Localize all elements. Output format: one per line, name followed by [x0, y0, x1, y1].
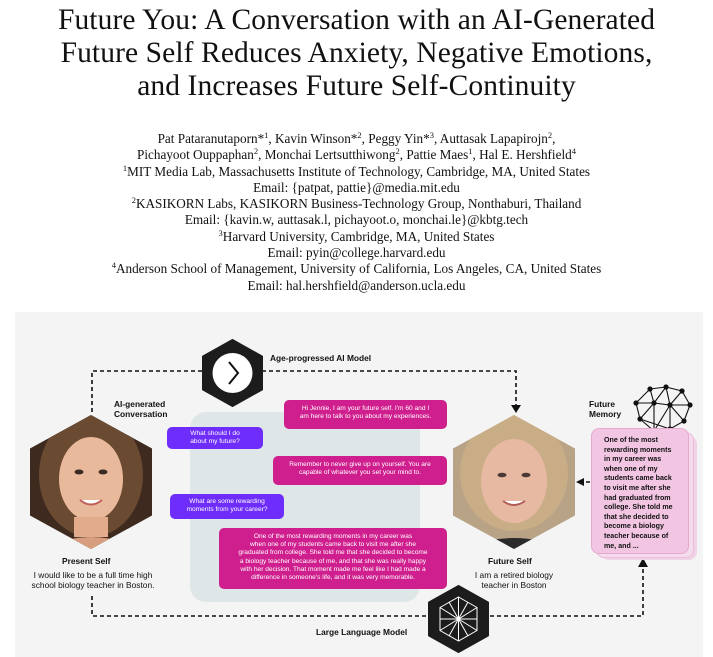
author-name: , Auttasak Lapapirojn: [433, 131, 548, 146]
author-name: Pat Pataranutaporn*: [157, 131, 265, 146]
bubble-line: What are some rewarding: [189, 498, 265, 505]
caption-line: teacher in Boston: [481, 580, 547, 590]
author-sup: 2: [253, 146, 259, 157]
author-name: , Hal E. Hershfield: [472, 147, 572, 163]
email-text: Email: {patpat, pattie}@media.mit.edu: [253, 179, 460, 195]
memory-line: college. She told me: [604, 503, 673, 512]
memory-line: in my career was: [604, 455, 662, 464]
llm-hexagon-icon: [427, 585, 490, 653]
memory-label-line: Memory: [589, 409, 622, 419]
memory-line: to visit me after she: [604, 483, 671, 492]
email-text: Email: {kavin.w, auttasak.l, pichayoot.o, monchai.le}@kbtg.tech: [184, 212, 529, 228]
chat-bubble-present: [170, 494, 284, 519]
memory-line: One of the most: [604, 436, 658, 444]
bubble-line: moments from your career?: [186, 506, 268, 514]
affiliation-text: Anderson School of Management, University of California, Los Angeles, CA, United States: [115, 261, 602, 277]
title-line: Future Self Reduces Anxiety, Negative Emotions,: [60, 37, 653, 69]
present-self-title: Present Self: [62, 556, 111, 566]
author-sup: 3: [429, 130, 434, 140]
bubble-line: graduated from college. She told me that she decided to become: [238, 549, 428, 557]
chat-bubble-future: [219, 528, 447, 589]
memory-line: become a biology: [604, 522, 664, 531]
author-name: , Monchai Lertsutthiwong: [258, 147, 396, 163]
email-text: Email: hal.hershfield@anderson.ucla.edu: [247, 277, 466, 293]
affiliation-text: KASIKORN Labs, KASIKORN Business-Technology Group, Nonthaburi, Thailand: [135, 196, 582, 212]
affiliation-sup: 4: [111, 260, 116, 271]
memory-text: [604, 436, 690, 551]
memory-line: me, and ...: [604, 541, 639, 550]
author-sup: 2: [547, 130, 553, 140]
memory-line: when one of my: [604, 464, 658, 473]
affiliation-sup: 3: [218, 227, 223, 238]
conversation-label-line: Conversation: [114, 409, 168, 419]
bubble-line: a biology teacher because of me, and that she was really happy: [239, 557, 427, 565]
memory-line: rewarding moments: [604, 445, 672, 454]
affiliation-text: Harvard University, Cambridge, MA, United States: [222, 228, 495, 244]
memory-label-line: Future: [589, 399, 616, 409]
bubble-line: One of the most rewarding moments in my career was: [253, 533, 413, 540]
bubble-line: am here to talk to you about my experiences.: [299, 413, 432, 421]
author-sup: 2: [395, 146, 400, 157]
email-text: Email: pyin@college.harvard.edu: [267, 245, 446, 261]
future-self-title: Future Self: [488, 556, 532, 566]
bubble-line: about my future?: [190, 438, 240, 446]
author-sup: 1: [264, 130, 269, 140]
bubble-line: capable of whatever you set your mind to.: [298, 469, 422, 477]
bubble-line: difference in someone's life, and it was very memorable.: [251, 574, 415, 582]
llm-label: Large Language Model: [316, 627, 408, 637]
age-model-label: Age-progressed AI Model: [270, 353, 372, 363]
memory-line: teacher because of: [604, 531, 669, 540]
bubble-line: Remember to never give up on yourself. You are: [289, 461, 431, 468]
bubble-line: What should I do: [190, 430, 240, 437]
caption-line: school biology teacher in Boston.: [31, 580, 155, 590]
author-name: , Peggy Yin*: [361, 131, 430, 146]
memory-line: students came back: [604, 474, 672, 483]
author-sup: 4: [571, 146, 576, 157]
author-name: Pichayoot Ouppaphan: [137, 147, 254, 163]
memory-label: [589, 399, 621, 419]
chat-bubble-present: [167, 427, 263, 449]
chat-bubble-future: [273, 456, 447, 485]
affiliation-sup: 2: [131, 195, 136, 206]
author-sup: 2: [357, 130, 362, 140]
author-sup: 1: [468, 146, 473, 157]
title-line: Future You: A Conversation with an AI-Generated: [57, 4, 656, 36]
caption-line: I am a retired biology: [474, 570, 554, 580]
author-name: , Kavin Winson*: [268, 131, 358, 146]
clock-icon: [201, 339, 264, 407]
memory-line: that she decided to: [604, 512, 669, 521]
conversation-label: [114, 399, 168, 419]
conversation-label-line: AI-generated: [114, 399, 166, 409]
chat-bubble-future: [284, 400, 447, 429]
affiliation-text: MIT Media Lab, Massachusetts Institute of Technology, Cambridge, MA, United States: [127, 163, 591, 179]
caption-line: I would like to be a full time high: [33, 570, 153, 580]
present-self-caption: [22, 570, 164, 590]
bubble-line: Hi Jennie, I am your future self. I'm 60 and I: [301, 405, 430, 412]
bubble-line: with her decision. That moment made me feel like I had made a: [240, 565, 426, 573]
memory-line: had graduated from: [604, 493, 671, 502]
title-line: and Increases Future Self-Continuity: [137, 70, 576, 102]
affiliation-sup: 1: [122, 162, 128, 173]
author-name: , Pattie Maes: [399, 147, 469, 163]
author-name: ,: [552, 131, 556, 146]
bubble-line: when one of my students came back to visit me after she: [249, 541, 417, 549]
